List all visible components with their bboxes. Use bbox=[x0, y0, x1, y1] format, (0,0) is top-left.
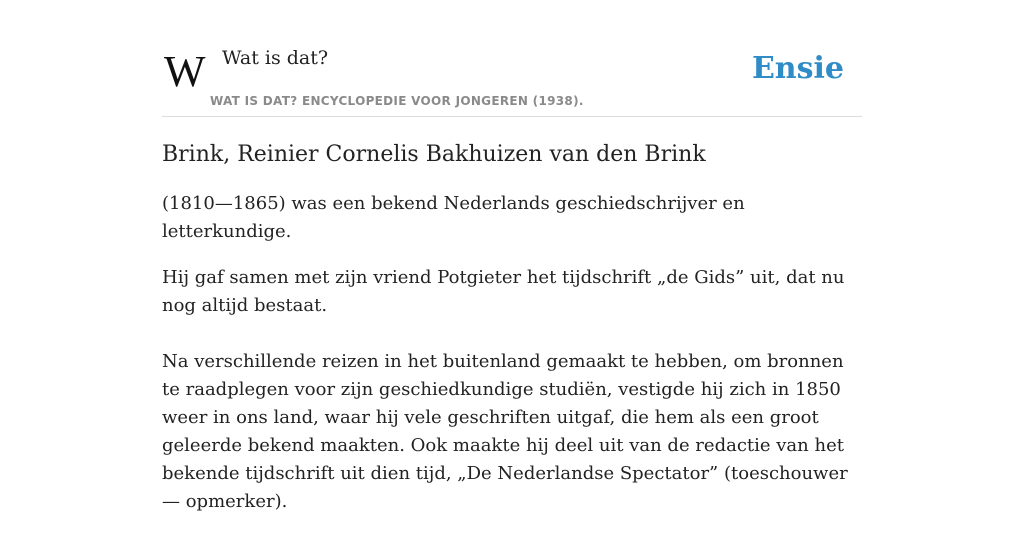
article-paragraph: Na verschillende reizen in het buitenland gemaakt te hebben, om bronnen te raadplegen voor zijn geschiedkundige studiën, vestigde hij zich in 1850 weer in ons land, waar hij vele geschriften uitgaf, die hem als een groot geleerde bekend maakten. Ook maakte hij deel uit van de redactie van het bekende tijdschrift uit dien tijd, „De Nederlandse Spectator” (toeschouwer — opmerker). bbox=[162, 351, 848, 512]
ensie-brand-logo[interactable]: Ensie bbox=[751, 51, 844, 86]
article-title: Brink, Reinier Cornelis Bakhuizen van den Brink bbox=[162, 142, 706, 167]
wikipedia-logo-icon[interactable]: W bbox=[164, 47, 200, 96]
article-content bbox=[162, 140, 852, 534]
site-header bbox=[162, 0, 862, 117]
site-name[interactable]: Wat is dat? bbox=[222, 47, 329, 69]
source-subtitle: WAT IS DAT? ENCYCLOPEDIE VOOR JONGEREN (1938). bbox=[210, 94, 584, 108]
article-paragraph: Hij gaf samen met zijn vriend Potgieter het tijdschrift „de Gids” uit, dat nu nog altijd bestaat. bbox=[162, 267, 845, 316]
article-paragraph: (1810—1865) was een bekend Nederlands geschiedschrijver en letterkundige. bbox=[162, 193, 745, 242]
